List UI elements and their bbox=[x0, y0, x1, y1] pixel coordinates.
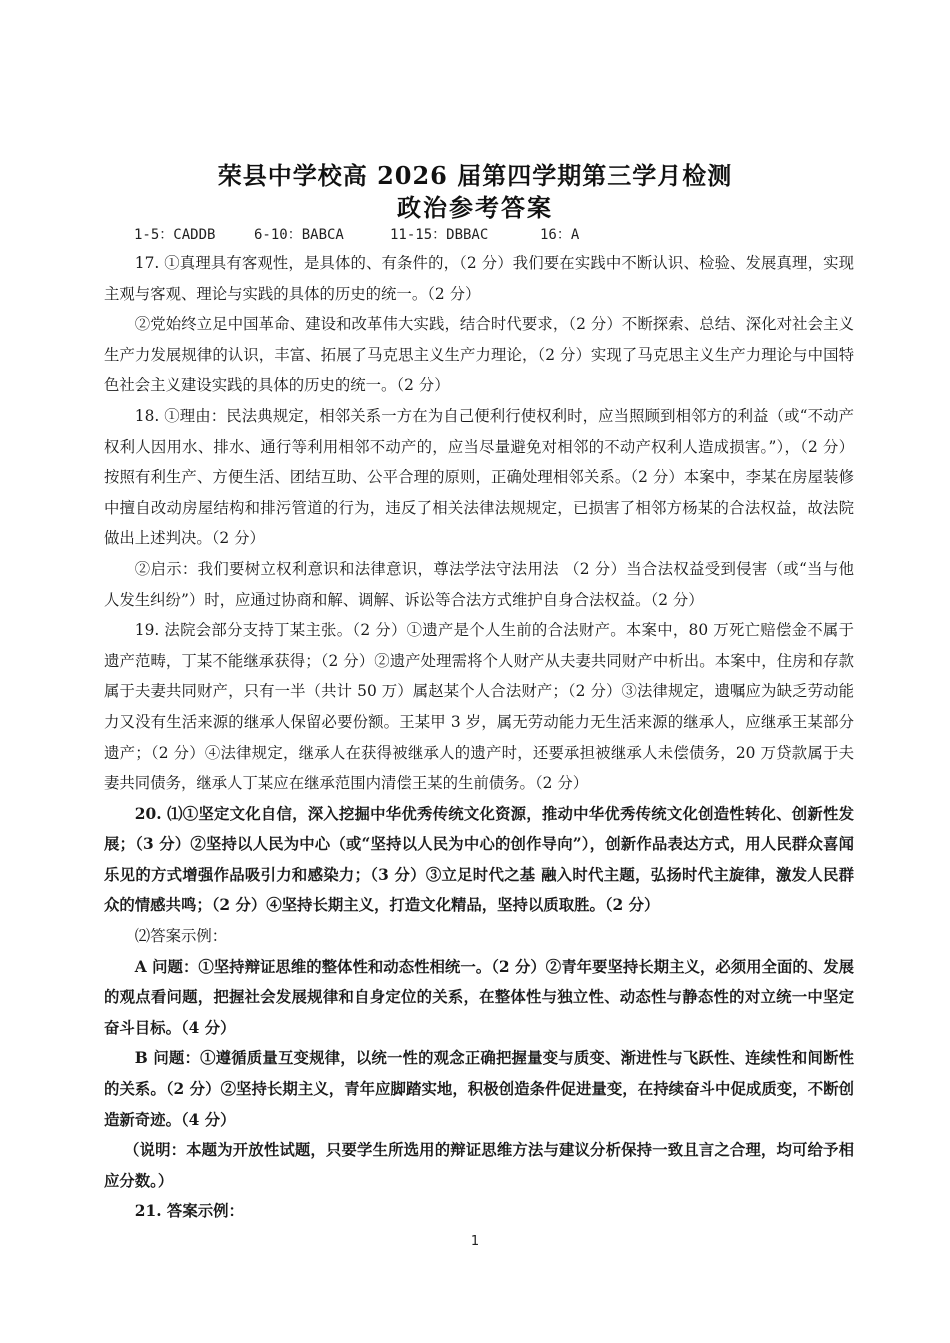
mc-group-1: 1-5：CADDB bbox=[134, 227, 216, 243]
answer-20-option-a: A 问题：①坚持辩证思维的整体性和动态性相统一。（2 分）②青年要坚持长期主义，必须用全面的、发展的观点看问题，把握社会发展规律和自身定位的关系，在整体性与独立性、动态性与静态性的对立统一中坚定奋斗目标。（4 分） bbox=[104, 957, 854, 1037]
answer-19: 19. 法院会部分支持丁某主张。（2 分）①遗产是个人生前的合法财产。本案中，80 万死亡赔偿金不属于遗产范畴，丁某不能继承获得；（2 分）②遗产处理需将个人财产从夫妻共同财产中析出。本案中，住房和存款属于夫妻共同财产，只有一半（共计 50 万）属赵某个人合法财产；（2 分）③法律规定，遗嘱应为缺乏劳动能力又没有生活来源的继承人保留必要份额。王某甲 3 岁，属无劳动能力无生活来源的继承人，应继承王某部分遗产；（2 分）④法律规定，继承人在获得被继承人的遗产时，还要承担被继承人未偿债务，20 万贷款属于夫妻共同债务，继承人丁某应在继承范围内清偿王某的生前债务。（2 分） bbox=[104, 621, 854, 793]
answer-18-part-1: 18. ①理由：民法典规定，相邻关系一方在为自己便利行使权利时，应当照顾到相邻方的利益（或“不动产权利人因用水、排水、通行等利用相邻不动产的，应当尽量避免对相邻的不动产权利人造成损害。”），（2 分）按照有利生产、方便生活、团结互助、公平合理的原则，正确处理相邻关系。（2 分）本案中，李某在房屋装修中擅自改动房屋结构和排污管道的行为，违反了相关法律法规规定，已损害了相邻方杨某的合法权益，故法院做出上述判决。（2 分） bbox=[104, 406, 854, 548]
page-number: 1 bbox=[470, 1234, 480, 1249]
mc-group-2: 6-10：BABCA bbox=[254, 227, 344, 243]
answer-18-part-2: ②启示：我们要树立权利意识和法律意识，尊法学法守法用法 （2 分）当合法权益受到侵害（或“当与他人发生纠纷”）时，应通过协商和解、调解、诉讼等合法方式维护自身合法权益。（2 分） bbox=[104, 559, 854, 609]
mc-group-4: 16：A bbox=[540, 227, 580, 243]
answer-17-part-1: 17. ①真理具有客观性，是具体的、有条件的，（2 分）我们要在实践中不断认识、检验、发展真理，实现主观与客观、理论与实践的具体的历史的统一。（2 分） bbox=[104, 254, 854, 303]
answer-20-option-b: B 问题：①遵循质量互变规律，以统一性的观念正确把握量变与质变、渐进性与飞跃性、连续性和间断性的关系。（2 分）②坚持长期主义，青年应脚踏实地，积极创造条件促进量变，在持续奋斗中促成质变，不断创造新奇迹。（4 分） bbox=[104, 1049, 854, 1129]
multiple-choice-answers bbox=[134, 224, 579, 244]
document-title: 荣县中学校高 2026 届第四学期第三学月检测 bbox=[217, 161, 733, 190]
answer-20-part-1: 20. ⑴①坚定文化自信，深入挖掘中华优秀传统文化资源，推动中华优秀传统文化创造性转化、创新性发展；（3 分）②坚持以人民为中心（或“坚持以人民为中心的创作导向”），创新作品表达方式，用人民群众喜闻乐见的方式增强作品吸引力和感染力；（3 分）③立足时代之基 融入时代主题，弘扬时代主旋律，激发人民群众的情感共鸣；（2 分）④坚持长期主义，打造文化精品，坚持以质取胜。（2 分） bbox=[104, 804, 854, 915]
answer-20-note: （说明：本题为开放性试题，只要学生所选用的辩证思维方法与建议分析保持一致且言之合理，均可给予相应分数。） bbox=[104, 1141, 854, 1190]
answer-body bbox=[104, 248, 854, 1227]
mc-group-3: 11-15：DBBAC bbox=[390, 227, 489, 243]
document-subtitle: 政治参考答案 bbox=[397, 193, 553, 222]
answer-17-part-2: ②党始终立足中国革命、建设和改革伟大实践，结合时代要求，（2 分）不断探索、总结、深化对社会主义生产力发展规律的认识，丰富、拓展了马克思主义生产力理论，（2 分）实现了马克思主义生产力理论与中国特色社会主义建设实践的具体的历史的统一。（2 分） bbox=[104, 315, 854, 395]
answer-20-part-2-heading: ⑵答案示例： bbox=[134, 927, 228, 946]
answer-21-heading: 21. 答案示例： bbox=[134, 1202, 244, 1221]
